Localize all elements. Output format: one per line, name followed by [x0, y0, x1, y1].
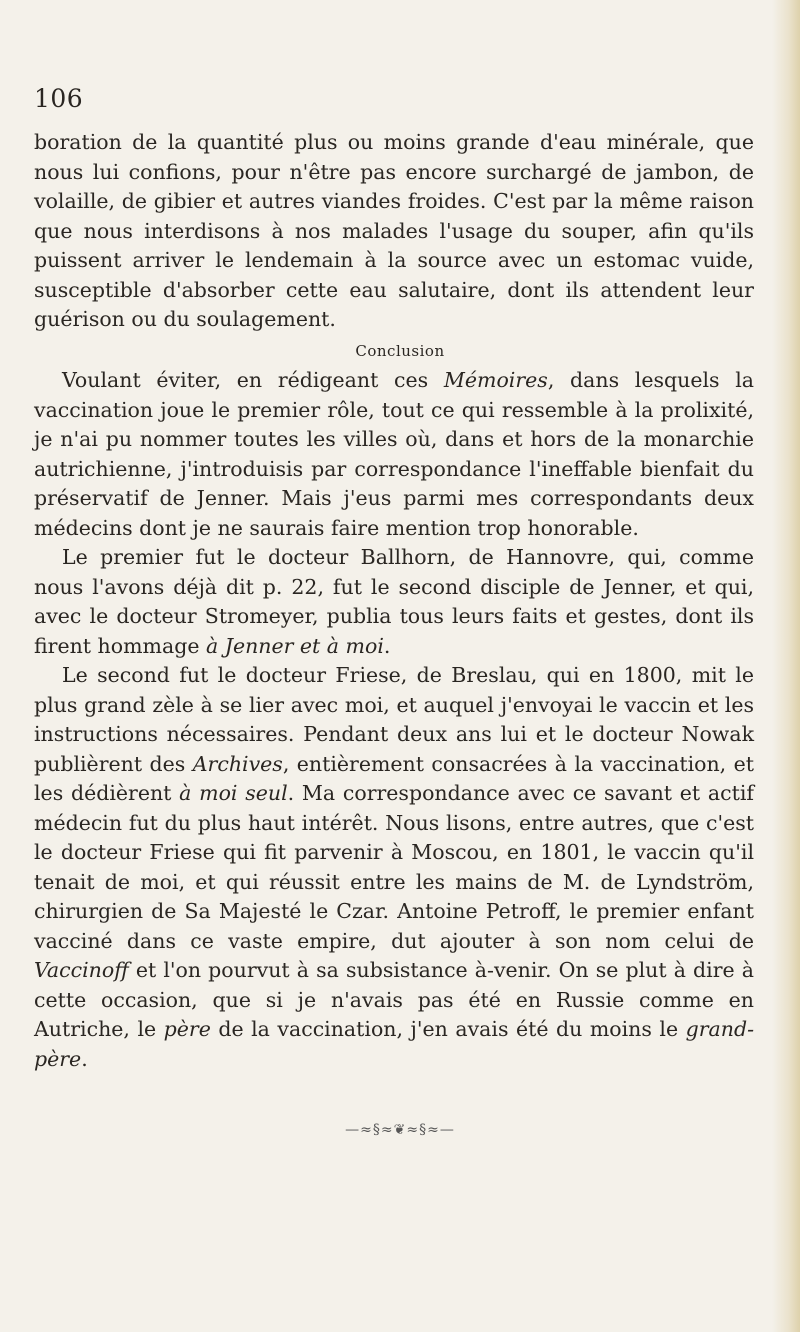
top-paragraph-block	[34, 128, 754, 335]
page-number: 106	[34, 84, 84, 113]
body-text-block	[34, 366, 754, 1074]
top-paragraph: boration de la quantité plus ou moins grande d'eau minérale, que nous lui confions, pour n'être pas encore surchargé de jambon, de volaille, de gibier et autres viandes froides. C'est par la même raison que nous interdisons à nos malades l'usage du souper, afin qu'ils puissent arriver le lendemain à la source avec un estomac vuide, susceptible d'absorber cette eau salutaire, dont ils attendent leur guérison ou du soulagement.	[34, 130, 754, 331]
paragraph-2: Le premier fut le docteur Ballhorn, de Hannovre, qui, comme nous l'avons déjà dit p. 22, fut le second disciple de Jenner, et qui, avec le docteur Stromeyer, publia tous leurs faits et gestes, dont ils firent hommage à Jenner et à moi.	[34, 545, 754, 658]
section-heading: Conclusion	[355, 342, 445, 360]
paragraph-1: Voulant éviter, en rédigeant ces Mémoires, dans lesquels la vaccination joue le premier rôle, tout ce qui ressemble à la prolixité, je n'ai pu nommer toutes les villes où, dans et hors de la monarchie autrichienne, j'introduisis par correspondance l'ineffable bienfait du préservatif de Jenner. Mais j'eus parmi mes correspondants deux médecins dont je ne saurais faire mention trop honorable.	[34, 368, 755, 540]
paragraph-3: Le second fut le docteur Friese, de Breslau, qui en 1800, mit le plus grand zèle à se lier avec moi, et auquel j'envoyai le vaccin et les instructions nécessaires. Pendant deux ans lui et le docteur Nowak publièrent des Archives, entièrement consacrées à la vaccination, et les dédièrent à moi seul. Ma correspondance avec ce savant et actif médecin fut du plus haut intérêt. Nous lisons, entre autres, que c'est le docteur Friese qui fit parvenir à Moscou, en 1801, le vaccin qu'il tenait de moi, et qui réussit entre les mains de M. de Lyndström, chirurgien de Sa Majesté le Czar. Antoine Petroff, le premier enfant vacciné dans ce vaste empire, dut ajouter à son nom celui de Vaccinoff et l'on pourvut à sa subsistance à-venir. On se plut à dire à cette occasion, que si je n'avais pas été en Russie comme en Autriche, le père de la vaccination, j'en avais été du moins le grand-père.	[34, 663, 755, 1071]
end-ornament: —≈§≈❦≈§≈—	[345, 1122, 455, 1138]
